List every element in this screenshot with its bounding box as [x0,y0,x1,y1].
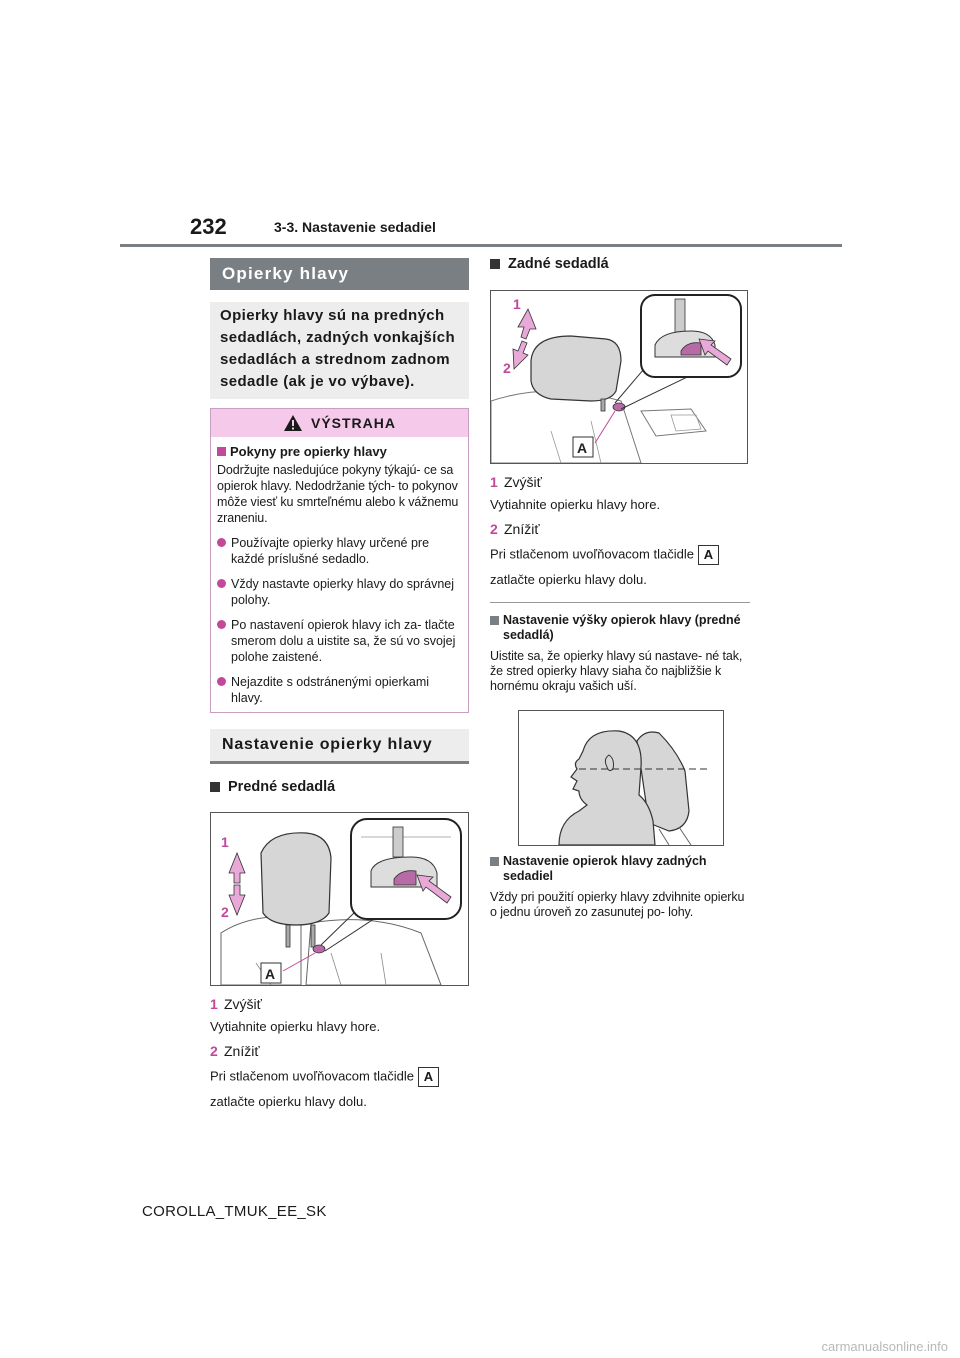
warning-subtitle [217,444,462,459]
warning-triangle-icon [283,414,303,432]
section-divider [490,602,750,603]
figure-label-up: 1 [513,296,521,312]
front-headrest-figure [210,812,469,986]
height-adjust-text: Uistite sa, že opierky hlavy sú nastave- né tak, že stred opierky hlavy siaha čo najbližšie k hornému okraju vašich uší. [490,649,743,693]
dot-bullet-icon [217,677,226,686]
section-title-adjust: Nastavenie opierky hlavy [210,729,469,764]
figure-label-down: 2 [221,904,229,920]
front-headrest-illustration [211,813,468,985]
warning-box [210,408,469,713]
step-title: Zvýšiť [504,474,542,490]
button-a-label: A [418,1067,439,1087]
square-bullet-icon [490,857,499,866]
warning-title: VÝSTRAHA [310,415,396,431]
head-position-illustration [519,711,723,845]
step-number: 1 [490,474,498,490]
dot-bullet-icon [217,620,226,629]
warning-bullet [217,674,462,706]
step-title: Znížiť [504,521,540,537]
step-lower-text [490,545,750,565]
step-lower-text-b: zatlačte opierku hlavy dolu. [210,1094,367,1109]
height-adjust-heading [490,613,750,643]
front-seats-heading [210,779,469,795]
head-position-figure [518,710,724,846]
square-bullet-icon [217,447,226,456]
rear-seats-heading [490,256,750,272]
square-marker-icon [210,782,220,792]
watermark: carmanualsonline.info [821,1339,948,1354]
rear-adjust-heading [490,854,750,884]
warning-subtitle-text: Pokyny pre opierky hlavy [230,444,387,459]
rear-headrest-figure [490,290,748,464]
left-column [210,258,469,1110]
step-lower-text-b: zatlačte opierku hlavy dolu. [490,572,647,587]
dot-bullet-icon [217,579,226,588]
chapter-title: 3-3. Nastavenie sedadiel [274,219,436,235]
intro-text: Opierky hlavy sú na predných sedadlách, zadných vonkajších sedadlách a strednom zadnom sedadle (ak je vo výbave). [210,302,469,399]
step-number: 1 [210,996,218,1012]
step-title: Znížiť [224,1043,260,1059]
height-adjust-title: Nastavenie výšky opierok hlavy (predné sedadlá) [503,613,741,642]
front-seats-title: Predné sedadlá [228,779,336,795]
step-raise-text: Vytiahnite opierku hlavy hore. [490,497,661,512]
step-number: 2 [210,1043,218,1059]
step-number: 2 [490,521,498,537]
header-rule [120,244,842,247]
warning-header [211,409,468,437]
warning-bullet [217,576,462,608]
step-lower [490,521,750,537]
page-number: 232 [190,214,227,239]
button-a-label: A [698,545,719,565]
warning-bullet-text: Po nastavení opierok hlavy ich za- tlačte smerom dolu a uistite sa, že sú vo svojej polohe zaistené. [231,618,456,664]
step-raise-text: Vytiahnite opierku hlavy hore. [210,1019,381,1034]
step-lower-text [210,1067,469,1087]
warning-bullet-text: Nejazdite s odstránenými opierkami hlavy. [231,675,430,705]
rear-seats-title: Zadné sedadlá [508,256,609,272]
rear-adjust-text: Vždy pri použití opierky hlavy zdvihnite opierku o jednu úroveň zo zasunutej po- lohy. [490,890,745,919]
figure-label-down: 2 [503,360,511,376]
step-lower [210,1043,469,1059]
warning-bullet-text: Používajte opierky hlavy určené pre každé príslušné sedadlo. [231,536,430,566]
warning-bullet-text: Vždy nastavte opierky hlavy do správnej polohy. [231,577,455,607]
figure-label-up: 1 [221,834,229,850]
step-lower-text-a: Pri stlačenom uvoľňovacom tlačidle [210,1068,414,1084]
warning-bullet [217,617,462,665]
rear-adjust-title: Nastavenie opierok hlavy zadných sedadiel [503,854,707,883]
step-raise [490,474,750,490]
step-raise [210,996,469,1012]
square-marker-icon [490,259,500,269]
section-title-headrests: Opierky hlavy [210,258,469,290]
warning-bullet [217,535,462,567]
rear-headrest-illustration [491,291,747,463]
warning-text: Dodržujte nasledujúce pokyny týkajú- ce sa opierok hlavy. Nedodržanie tých- to pokynov môže viesť ku smrteľnému alebo k vážnemu zraneniu. [217,463,459,525]
square-bullet-icon [490,616,499,625]
footer-code: COROLLA_TMUK_EE_SK [142,1203,327,1220]
figure-label-a: A [577,440,588,456]
dot-bullet-icon [217,538,226,547]
right-column [490,256,750,920]
figure-label-a: A [265,966,276,982]
step-title: Zvýšiť [224,996,262,1012]
step-lower-text-a: Pri stlačenom uvoľňovacom tlačidle [490,546,694,562]
